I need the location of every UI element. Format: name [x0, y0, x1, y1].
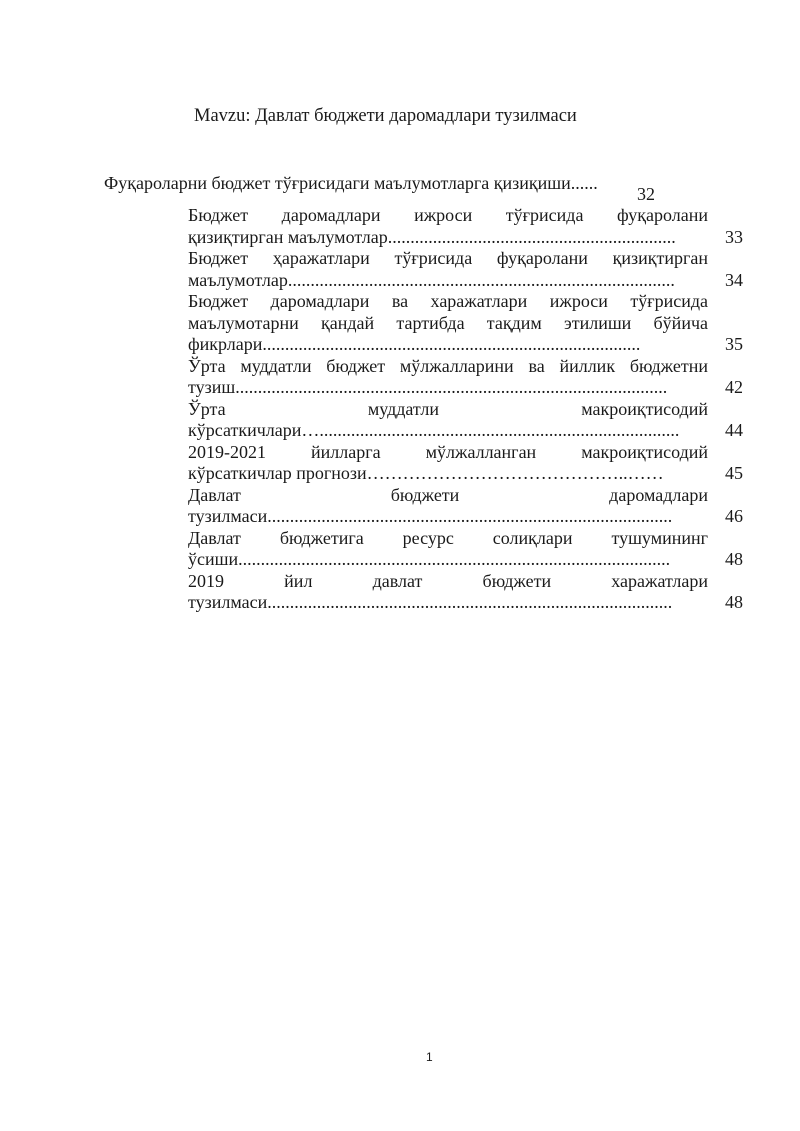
toc-entry-page-number: 48: [725, 592, 743, 612]
toc-entry: [188, 527, 743, 571]
toc-entry-page-number: 42: [725, 377, 743, 397]
document-title: Mavzu: Давлат бюджети даромадлари тузилмаси: [194, 106, 577, 126]
toc-entry-line: тузилмаси..........................................................................................: [188, 592, 673, 612]
toc-entry-line: маълумотлар......................................................................................: [188, 269, 675, 290]
toc-entry-page-number: 44: [725, 420, 743, 440]
toc-entry-text: Фуқароларни бюджет тўғрисидаги маълумотларга қизиқиши......: [104, 173, 598, 193]
toc-entry-line: 2019-2021 йилларга мўлжалланган макроиқтисодий: [188, 441, 708, 462]
toc-entry-line: кўрсаткичлари…................................................................................: [188, 420, 680, 440]
toc-entry: [188, 205, 743, 248]
toc-entry-page-number: 45: [725, 463, 743, 483]
toc-entry: [188, 248, 743, 291]
toc-entry-line: Ўрта муддатли макроиқтисодий: [188, 398, 708, 419]
toc-entry-page-number: 32: [637, 184, 655, 204]
toc-entry-line: Давлат бюджети даромадлари: [188, 484, 708, 505]
toc-entry-page-number: 35: [725, 334, 743, 354]
toc-entry-line: тузиш................................................................................................: [188, 377, 668, 397]
table-of-contents: [188, 205, 743, 614]
toc-entry-line: Бюджет ҳаражатлари тўғрисида фуқаролани қизиқтирган: [188, 248, 708, 268]
toc-entry-page-number: 34: [725, 269, 743, 290]
toc-entry-line: Бюджет даромадлари ижроси тўғрисида фуқаролани: [188, 205, 708, 225]
toc-entry-line: 2019 йил давлат бюджети харажатлари: [188, 570, 708, 591]
toc-entry: [188, 570, 743, 614]
toc-entry-line: фикрлари....................................................................................: [188, 334, 641, 354]
toc-entry: [188, 484, 743, 528]
toc-entry-page-number: 46: [725, 506, 743, 526]
toc-entry: [188, 441, 743, 485]
toc-entry-line: Бюджет даромадлари ва харажатлари ижроси тўғрисида: [188, 291, 708, 311]
toc-entry-line: маълумотарни қандай тартибда тақдим этилиши бўйича: [188, 312, 708, 333]
toc-entry-line: Давлат бюджетига ресурс солиқлари тушумининг: [188, 527, 708, 548]
toc-entry: [188, 398, 743, 442]
toc-entry: [188, 291, 743, 356]
toc-entry-line: тузилмаси..........................................................................................: [188, 506, 673, 526]
toc-entry-line: ўсиши................................................................................................: [188, 549, 671, 569]
footer-page-number: 1: [426, 1050, 433, 1064]
toc-entry-line: Ўрта муддатли бюджет мўлжалларини ва йиллик бюджетни: [188, 355, 708, 376]
toc-entry-page-number: 33: [725, 226, 743, 247]
toc-entry-page-number: 48: [725, 549, 743, 569]
toc-entry-line: қизиқтирган маълумотлар................................................................: [188, 226, 676, 247]
toc-entry: [188, 355, 743, 399]
toc-entry-line: кўрсаткичлар прогнози……………………………………..……: [188, 463, 664, 483]
